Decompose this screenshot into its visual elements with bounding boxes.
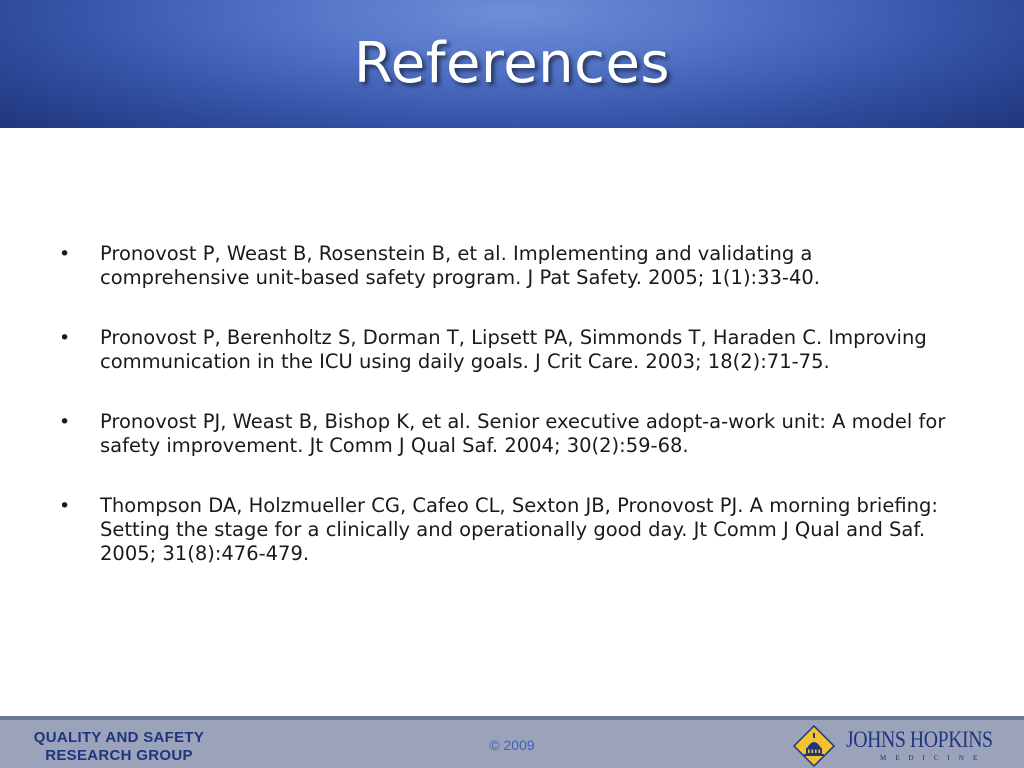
- bullet-icon: •: [59, 243, 71, 265]
- bullet-icon: •: [59, 327, 71, 349]
- institution-name: JOHNS HOPKINS: [846, 727, 993, 752]
- reference-item: [56, 494, 956, 566]
- reference-item: [56, 242, 956, 290]
- title-banner: [0, 0, 1024, 128]
- reference-text: Pronovost PJ, Weast B, Bishop K, et al. Senior executive adopt-a-work unit: A model for safety improvement. Jt Comm J Qual Saf. 2004; 30(2):59-68.: [100, 410, 946, 457]
- reference-list: [56, 242, 956, 602]
- institution-subtitle: MEDICINE: [880, 754, 987, 762]
- reference-text: Pronovost P, Berenholtz S, Dorman T, Lipsett PA, Simmonds T, Haraden C. Improving communication in the ICU using daily goals. J Crit Care. 2003; 18(2):71-75.: [100, 326, 927, 373]
- footer-bar: [0, 716, 1024, 768]
- slide-title: References: [353, 31, 671, 96]
- reference-text: Pronovost P, Weast B, Rosenstein B, et al. Implementing and validating a comprehensive unit-based safety program. J Pat Safety. 2005; 1(1):33-40.: [100, 242, 820, 289]
- copyright-notice: © 2009: [489, 737, 535, 753]
- group-name-line2: RESEARCH GROUP: [45, 747, 193, 764]
- group-name-line1: QUALITY AND SAFETY: [33, 729, 205, 746]
- reference-text: Thompson DA, Holzmueller CG, Cafeo CL, Sexton JB, Pronovost PJ. A morning briefing: Setting the stage for a clinically and operationally good day. Jt Comm J Qual and Saf. 2005; 31(8):476-479.: [100, 494, 938, 565]
- reference-item: [56, 326, 956, 374]
- bullet-icon: •: [59, 411, 71, 433]
- johns-hopkins-dome-seal-icon: [792, 724, 836, 768]
- reference-item: [56, 410, 956, 458]
- research-group-logo: [14, 729, 224, 765]
- bullet-icon: •: [59, 495, 71, 517]
